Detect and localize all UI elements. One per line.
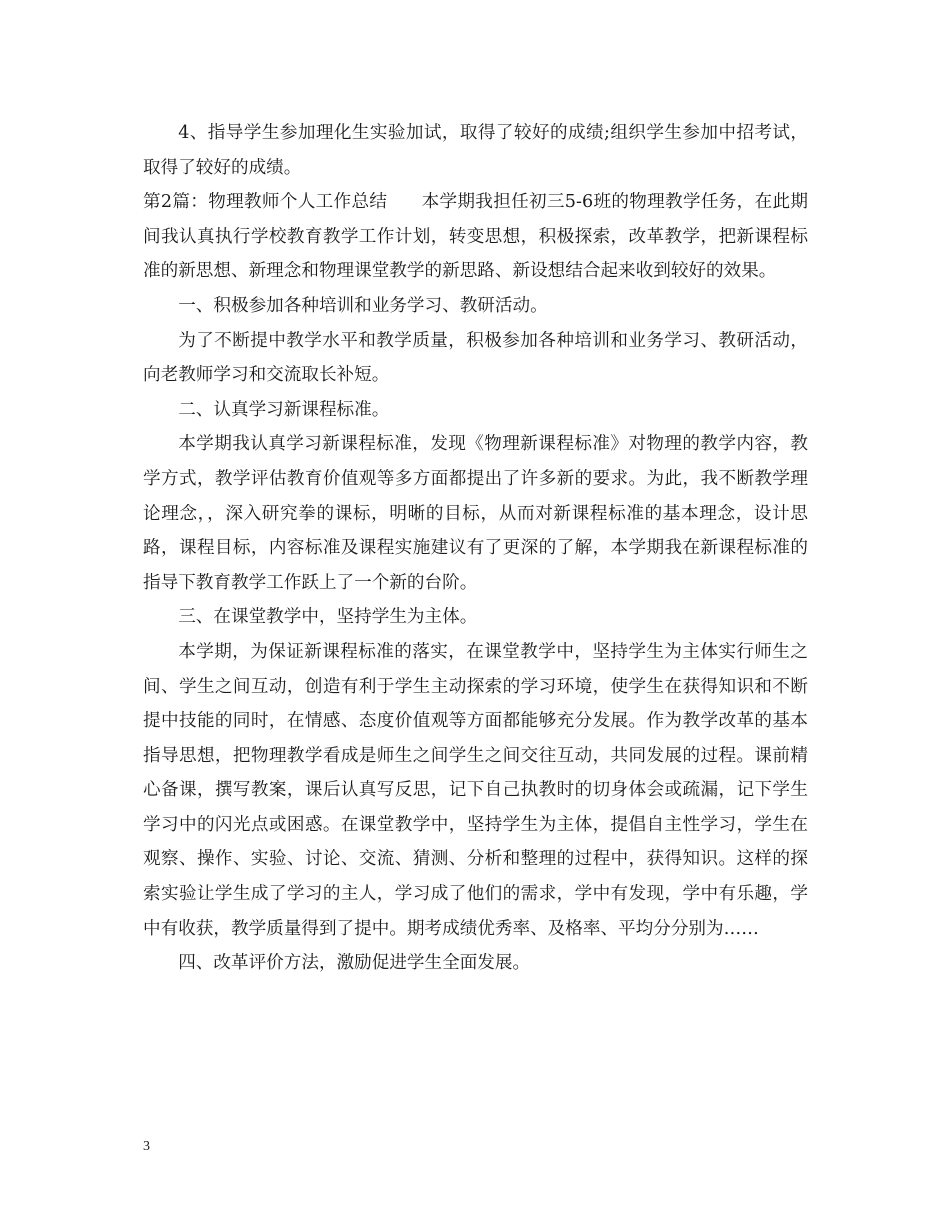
paragraph-curriculum: 本学期我认真学习新课程标准，发现《物理新课程标准》对物理的教学内容，教学方式，教学评估教育价值观等多方面都提出了许多新的要求。为此，我不断教学理论理念，，深入研究拳的课标，明晰的目标，从而对新课程标准的基本理念，设计思路，课程目标，内容标准及课程实施建议有了更深的了解，本学期我在新课程标准的指导下教育教学工作跃上了一个新的台阶。 xyxy=(143,434,808,593)
section-intro: 本学期我担任初三5-6班的物理教学任务，在此期间我认真执行学校教育教学工作计划，转变思想，积极探索，改革教学，把新课程标准的新思想、新理念和物理课堂教学的新思路、新设想结合起来收到较好的效果。 xyxy=(143,192,808,282)
paragraph-classroom: 本学期，为保证新课程标准的落实，在课堂教学中，坚持学生为主体实行师生之间、学生之间互动，创造有利于学生主动探索的学习环境，使学生在获得知识和不断提中技能的同时，在情感、态度价值观等方面都能够充分发展。作为教学改革的基本指导思想，把物理教学看成是师生之间学生之间交往互动，共同发展的过程。课前精心备课，撰写教案，课后认真写反思，记下自己执教时的切身体会或疏漏，记下学生学习中的闪光点或困惑。在课堂教学中，坚持学生为主体，提倡自主性学习，学生在观察、操作、实验、讨论、交流、猜测、分析和整理的过程中，获得知识。这样的探索实验让学生成了学习的主人，学习成了他们的需求，学中有发现，学中有乐趣，学中有收获，教学质量得到了提中。期考成绩优秀率、及格率、平均分分别为…… xyxy=(143,641,808,939)
section-heading-paragraph xyxy=(143,185,808,289)
document-body xyxy=(143,116,808,981)
paragraph-training: 为了不断提中教学水平和教学质量，积极参加各种培训和业务学习、教研活动，向老教师学习和交流取长补短。 xyxy=(143,330,808,386)
page-number: 3 xyxy=(143,1139,150,1154)
heading-three: 三、在课堂教学中，坚持学生为主体。 xyxy=(178,607,478,628)
paragraph-item-4-conclusion: 4、指导学生参加理化生实验加试，取得了较好的成绩;组织学生参加中招考试，取得了较好的成绩。 xyxy=(143,123,808,178)
section-title: 第2篇：物理教师个人工作总结 xyxy=(143,192,388,213)
heading-one: 一、积极参加各种培训和业务学习、教研活动。 xyxy=(178,295,548,316)
heading-four: 四、改革评价方法，激励促进学生全面发展。 xyxy=(178,953,531,974)
heading-two: 二、认真学习新课程标准。 xyxy=(178,399,390,420)
